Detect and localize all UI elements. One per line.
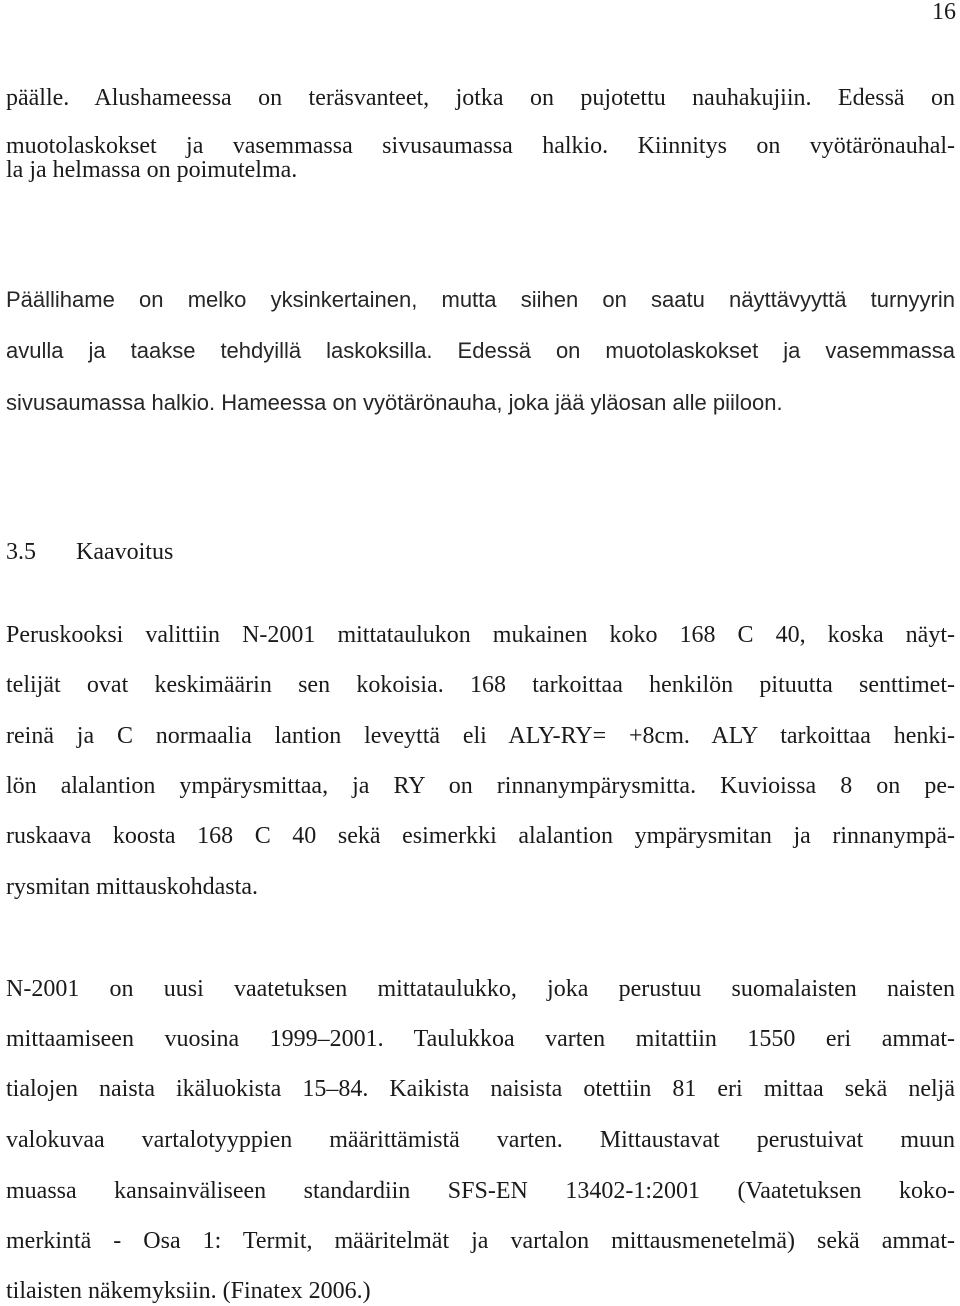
paragraph-line: Päällihame on melko yksinkertainen, mutta siihen on saatu näyttävyyttä turnyyrin (6, 287, 955, 312)
section-number: 3.5 (6, 539, 36, 565)
paragraph-line: tilaisten näkemyksiin. (Finatex 2006.) (6, 1278, 371, 1304)
page-number: 16 (932, 0, 956, 25)
section-title: Kaavoitus (76, 539, 174, 565)
paragraph-line: telijät ovat keskimäärin sen kokoisia. 168 tarkoittaa henkilön pituutta senttimet- (6, 672, 955, 698)
paragraph-line: muotolaskokset ja vasemmassa sivusaumassa halkio. Kiinnitys on vyötärönauhal- (6, 133, 955, 159)
paragraph-line: mittaamiseen vuosina 1999–2001. Taulukkoa varten mitattiin 1550 eri ammat- (6, 1026, 955, 1052)
paragraph-line: muassa kansainväliseen standardiin SFS-EN 13402-1:2001 (Vaatetuksen koko- (6, 1178, 955, 1204)
paragraph-line: valokuvaa vartalotyyppien määrittämistä varten. Mittaustavat perustuivat muun (6, 1127, 955, 1153)
paragraph-line: reinä ja C normaalia lantion leveyttä eli ALY-RY= +8cm. ALY tarkoittaa henki- (6, 723, 955, 749)
paragraph-line: ruskaava koosta 168 C 40 sekä esimerkki alalantion ympärysmitan ja rinnanympä- (6, 823, 955, 849)
paragraph-line: Peruskooksi valittiin N-2001 mittataulukon mukainen koko 168 C 40, koska näyt- (6, 622, 955, 648)
paragraph-line: merkintä - Osa 1: Termit, määritelmät ja vartalon mittausmenetelmä) sekä ammat- (6, 1228, 955, 1254)
paragraph-line: tialojen naista ikäluokista 15–84. Kaikista naisista otettiin 81 eri mittaa sekä neljä (6, 1076, 955, 1102)
paragraph-line: päälle. Alushameessa on teräsvanteet, jotka on pujotettu nauhakujiin. Edessä on (6, 85, 955, 111)
paragraph-line: N-2001 on uusi vaatetuksen mittataulukko, joka perustuu suomalaisten naisten (6, 976, 955, 1002)
section-heading (6, 538, 173, 566)
paragraph-line: la ja helmassa on poimutelma. (6, 157, 298, 183)
paragraph-line: sivusaumassa halkio. Hameessa on vyötärönauha, joka jää yläosan alle piiloon. (6, 390, 783, 415)
paragraph-line: rysmitan mittauskohdasta. (6, 874, 258, 900)
paragraph-line: avulla ja taakse tehdyillä laskoksilla. Edessä on muotolaskokset ja vasemmassa (6, 338, 955, 363)
paragraph-line: lön alalantion ympärysmittaa, ja RY on rinnanympärysmitta. Kuvioissa 8 on pe- (6, 773, 955, 799)
